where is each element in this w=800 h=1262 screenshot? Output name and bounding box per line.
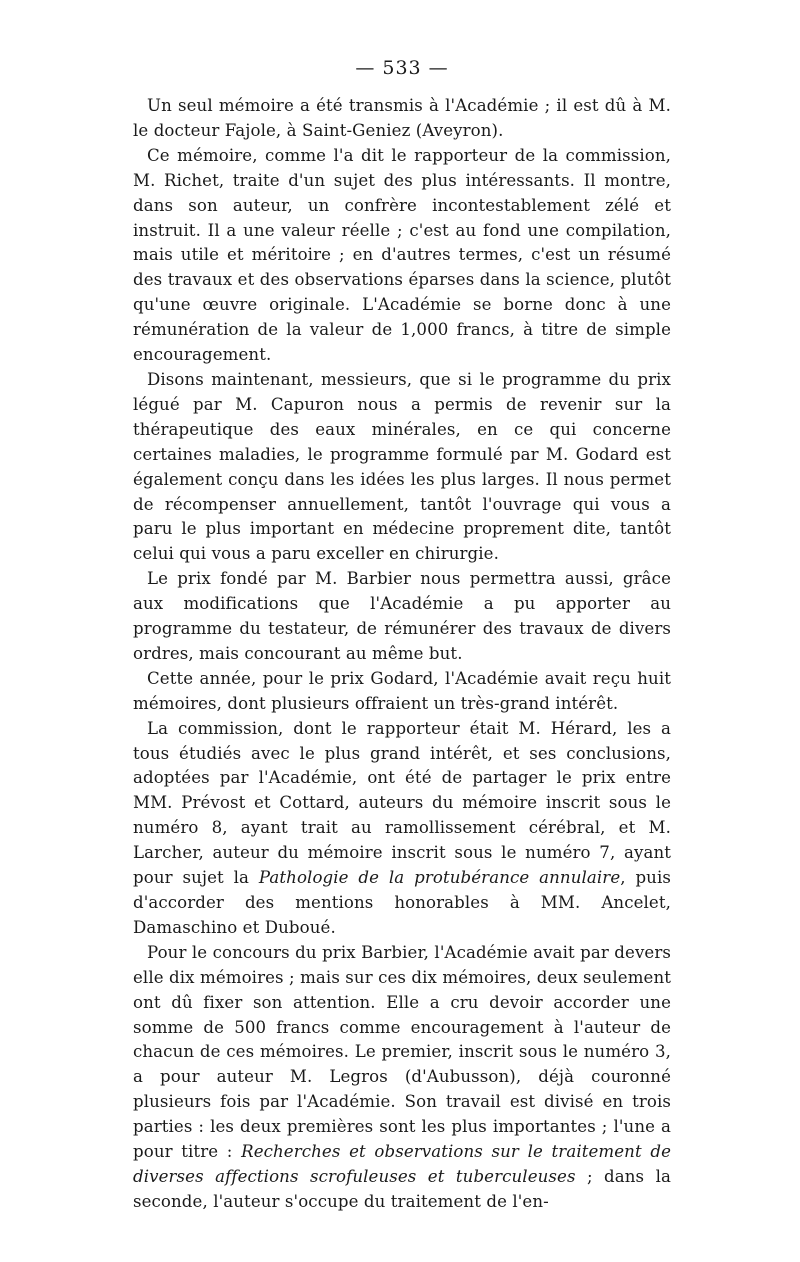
- paragraph-text: ; dans la seconde, l'auteur s'occupe du traitement de l'en-: [133, 1166, 671, 1211]
- paragraph-p1: [133, 94, 671, 144]
- paragraph-p3: [133, 368, 671, 567]
- paragraph-text: Un seul mémoire a été transmis à l'Académie ; il est dû à M. le docteur Fajole, à Saint-Geniez (Aveyron).: [133, 96, 671, 140]
- body-text: [133, 94, 671, 1215]
- book-page: [133, 56, 671, 1215]
- paragraph-p2: [133, 144, 671, 368]
- italic-title-text: Recherches et observations sur le traitement de diverses affections scrofuleuses et tuberculeuses: [133, 1142, 672, 1186]
- paragraph-text: Disons maintenant, messieurs, que si le programme du prix légué par M. Capuron nous a permis de revenir sur la thérapeutique des eaux minérales, en ce qui concerne certaines maladies, le programme formulé par M. Godard est également conçu dans les idées les plus larges. Il nous permet de récompenser annuellement, tantôt l'ouvrage qui vous a paru le plus important en médecine proprement dite, tantôt celui qui vous a paru exceller en chirurgie.: [133, 369, 671, 564]
- paragraph-p5: [133, 667, 671, 717]
- paragraph-text: Le prix fondé par M. Barbier nous permettra aussi, grâce aux modifications que l'Académie a pu apporter au programme du testateur, de rémunérer des travaux de divers ordres, mais concourant au même but.: [133, 569, 671, 663]
- paragraph-p4: [133, 567, 671, 667]
- italic-title-text: Pathologie de la protubérance annulaire: [258, 868, 621, 888]
- paragraph-text: Pour le concours du prix Barbier, l'Académie avait par devers elle dix mémoires ; mais sur ces dix mémoires, deux seulement ont dû fixer son attention. Elle a cru devoir accorder une somme de 500 francs comme encouragement à l'auteur de chacun de ces mémoires. Le premier, inscrit sous le numéro 3, a pour auteur M. Legros (d'Aubusson), déjà couronné plusieurs fois par l'Académie. Son travail est divisé en trois parties : les deux premières sont les plus importantes ; l'une a pour titre :: [133, 942, 672, 1162]
- paragraph-text: , puis d'accorder des mentions honorables à MM. Ancelet, Damaschino et Duboué.: [133, 868, 671, 937]
- paragraph-p6: [133, 717, 671, 941]
- page-number: — 533 —: [355, 57, 449, 79]
- paragraph-text: Ce mémoire, comme l'a dit le rapporteur de la commission, M. Richet, traite d'un sujet des plus intéressants. Il montre, dans son auteur, un confrère incontestablement zélé et instruit. Il a une valeur réelle ; c'est au fond une compilation, mais utile et méritoire ; en d'autres termes, c'est un résumé des travaux et des observations éparses dans la science, plutôt qu'une œuvre originale. L'Académie se borne donc à une rémunération de la valeur de 1,000 francs, à titre de simple encouragement.: [133, 145, 671, 365]
- paragraph-text: Cette année, pour le prix Godard, l'Académie avait reçu huit mémoires, dont plusieurs offraient un très-grand intérêt.: [133, 668, 671, 713]
- paragraph-p7: [133, 941, 671, 1215]
- paragraph-text: La commission, dont le rapporteur était M. Hérard, les a tous étudiés avec le plus grand intérêt, et ses conclusions, adoptées par l'Académie, ont été de partager le prix entre MM. Prévost et Cottard, auteurs du mémoire inscrit sous le numéro 8, ayant trait au ramollissement cérébral, et M. Larcher, auteur du mémoire inscrit sous le numéro 7, ayant pour sujet la: [133, 718, 671, 888]
